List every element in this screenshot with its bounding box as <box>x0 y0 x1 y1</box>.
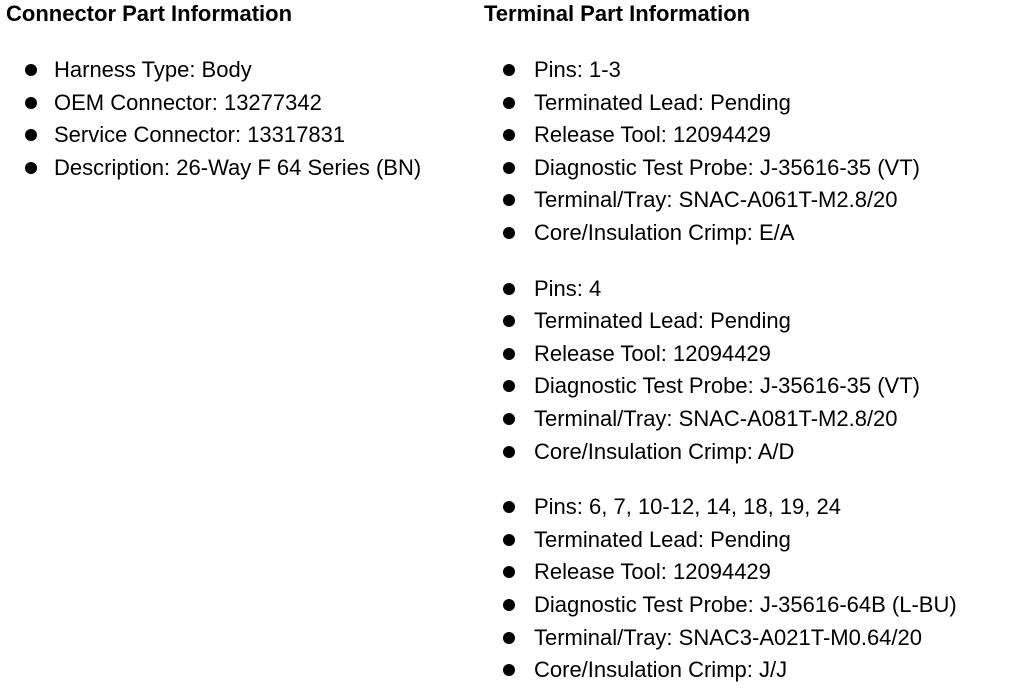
bullet-icon <box>503 599 515 611</box>
terminal-group-1 <box>484 54 1022 250</box>
list-item: Terminated Lead: Pending <box>484 305 1022 338</box>
list-item: Core/Insulation Crimp: A/D <box>484 436 1022 469</box>
connector-part-list <box>6 54 476 184</box>
terminal-part-section <box>484 0 1022 687</box>
list-item: Terminal/Tray: SNAC-A081T-M2.8/20 <box>484 403 1022 436</box>
bullet-icon <box>503 534 515 546</box>
bullet-icon <box>503 315 515 327</box>
list-item: Terminal/Tray: SNAC-A061T-M2.8/20 <box>484 184 1022 217</box>
list-item: Terminal/Tray: SNAC3-A021T-M0.64/20 <box>484 622 1022 655</box>
terminal-group-3 <box>484 491 1022 687</box>
list-item: Terminated Lead: Pending <box>484 87 1022 120</box>
connector-part-section <box>6 0 476 184</box>
list-item: Diagnostic Test Probe: J-35616-64B (L-BU) <box>484 589 1022 622</box>
list-item: Core/Insulation Crimp: E/A <box>484 217 1022 250</box>
bullet-icon <box>503 227 515 239</box>
list-item: Pins: 6, 7, 10-12, 14, 18, 19, 24 <box>484 491 1022 524</box>
bullet-icon <box>503 413 515 425</box>
terminal-part-heading: Terminal Part Information <box>484 1 751 26</box>
list-item: Release Tool: 12094429 <box>484 338 1022 371</box>
list-item: Release Tool: 12094429 <box>484 119 1022 152</box>
list-item: Pins: 1-3 <box>484 54 1022 87</box>
bullet-icon <box>503 97 515 109</box>
list-item: Service Connector: 13317831 <box>6 119 476 152</box>
bullet-icon <box>503 194 515 206</box>
bullet-icon <box>503 162 515 174</box>
bullet-icon <box>25 162 37 174</box>
terminal-group-2 <box>484 273 1022 469</box>
bullet-icon <box>503 129 515 141</box>
bullet-icon <box>503 283 515 295</box>
bullet-icon <box>25 64 37 76</box>
list-item: OEM Connector: 13277342 <box>6 87 476 120</box>
list-item: Diagnostic Test Probe: J-35616-35 (VT) <box>484 370 1022 403</box>
bullet-icon <box>503 64 515 76</box>
list-item: Core/Insulation Crimp: J/J <box>484 654 1022 687</box>
bullet-icon <box>503 501 515 513</box>
list-item: Description: 26-Way F 64 Series (BN) <box>6 152 476 185</box>
bullet-icon <box>503 380 515 392</box>
list-item: Pins: 4 <box>484 273 1022 306</box>
connector-part-heading: Connector Part Information <box>6 1 293 26</box>
bullet-icon <box>25 129 37 141</box>
bullet-icon <box>503 566 515 578</box>
bullet-icon <box>503 446 515 458</box>
list-item: Release Tool: 12094429 <box>484 556 1022 589</box>
bullet-icon <box>503 348 515 360</box>
list-item: Terminated Lead: Pending <box>484 524 1022 557</box>
bullet-icon <box>503 664 515 676</box>
list-item: Harness Type: Body <box>6 54 476 87</box>
bullet-icon <box>503 632 515 644</box>
bullet-icon <box>25 97 37 109</box>
list-item: Diagnostic Test Probe: J-35616-35 (VT) <box>484 152 1022 185</box>
